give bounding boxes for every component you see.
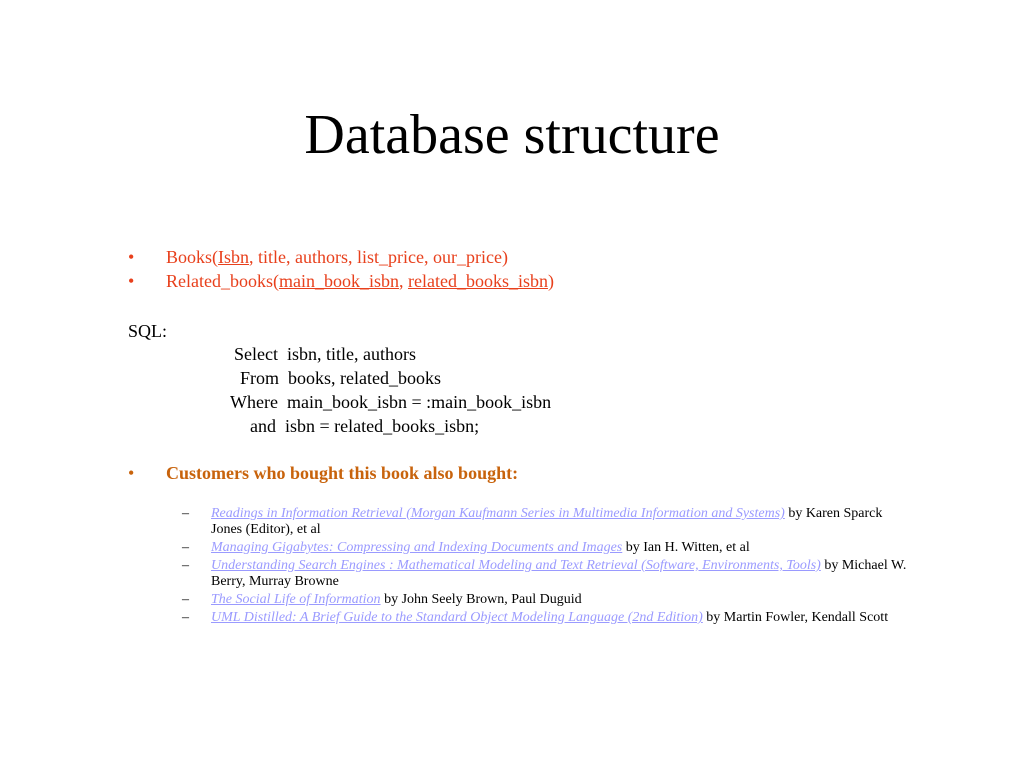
bullet-text	[166, 246, 508, 268]
dash-mark: –	[182, 558, 189, 573]
bullet-mark: •	[128, 271, 135, 291]
slide-title: Database structure	[304, 104, 720, 166]
primary-key-1: main_book_isbn	[278, 271, 399, 291]
book-link[interactable]: The Social Life of Information	[211, 592, 381, 607]
list-item-text	[211, 540, 911, 556]
book-link[interactable]: Readings in Information Retrieval (Morgan Kaufmann Series in Multimedia Information and Systems)	[211, 506, 785, 521]
book-authors: by Karen Sparck Jones (Editor), et al	[211, 506, 883, 537]
bullet-mark: •	[128, 247, 135, 267]
sql-and-line: and isbn = related_books_isbn;	[250, 416, 480, 436]
bullet-text	[166, 270, 554, 292]
book-authors: by Ian H. Witten, et al	[622, 540, 750, 555]
book-authors: by Martin Fowler, Kendall Scott	[702, 610, 889, 625]
dash-mark: –	[182, 592, 189, 607]
sql-select-line: Select isbn, title, authors	[234, 344, 416, 364]
sql-label: SQL:	[128, 321, 168, 341]
list-item-text	[211, 506, 911, 538]
schema-prefix: Books(	[166, 247, 219, 267]
dash-mark: –	[182, 540, 189, 555]
primary-key-2: related_books_isbn	[407, 271, 548, 291]
list-item-text	[211, 610, 911, 626]
key-separator: ,	[398, 271, 408, 291]
bullet-mark: •	[128, 463, 135, 483]
book-link[interactable]: Understanding Search Engines : Mathematical Modeling and Text Retrieval (Software, Environments, Tools)	[211, 558, 821, 573]
schema-fields: , title, authors, list_price, our_price)	[249, 247, 508, 267]
book-authors: by John Seely Brown, Paul Duguid	[380, 592, 582, 607]
book-link[interactable]: UML Distilled: A Brief Guide to the Standard Object Modeling Language (2nd Edition)	[211, 610, 703, 625]
primary-key: Isbn	[218, 247, 250, 267]
dash-mark: –	[182, 506, 189, 521]
sql-from-line: From books, related_books	[240, 368, 441, 388]
schema-suffix: )	[547, 271, 554, 291]
dash-mark: –	[182, 610, 189, 625]
list-item-text	[211, 558, 911, 590]
schema-prefix: Related_books(	[166, 271, 279, 291]
list-item-text	[211, 592, 911, 608]
book-authors: by Michael W. Berry, Murray Browne	[211, 558, 907, 589]
customers-heading: Customers who bought this book also bought:	[166, 463, 519, 483]
book-link[interactable]: Managing Gigabytes: Compressing and Indexing Documents and Images	[211, 540, 623, 555]
sql-where-line: Where main_book_isbn = :main_book_isbn	[230, 392, 552, 412]
